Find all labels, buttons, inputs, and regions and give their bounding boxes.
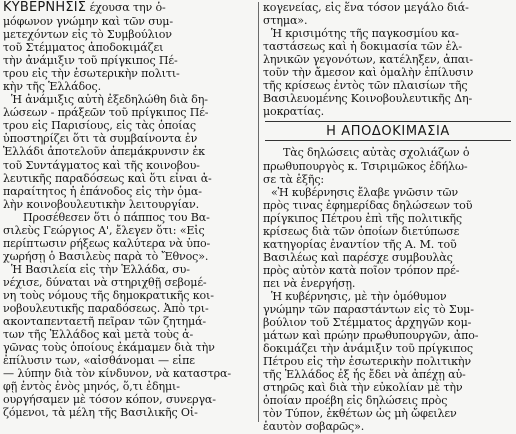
- article-line: σιλεὺς Γεώργιος Α', ἔλεγεν ὅτι: «Εἰς: [3, 223, 205, 237]
- article-line: πρωθυπουργὸς κ. Τσιριμῶκος ἐδήλω-: [263, 159, 468, 173]
- article-line: τῆς κρίσεως ἐντὸς τῶν πλαισίων τῆς: [263, 79, 468, 93]
- article-line: τὴν ἀνάμιξιν τοῦ πρίγκιπος Πέ-: [3, 54, 178, 68]
- article-line: τῆς Ἑλλάδος ἐξ ἧς ἔδει νὰ ἀπέχῃ αὐ-: [263, 368, 466, 382]
- lead-word: ΚΥΒΕΡΝΗΣΙΣ: [3, 1, 87, 15]
- right-column-top-text: [263, 1, 513, 118]
- article-line: ἐπίλυσιν των, «αἰσθάνομαι — εἶπε: [3, 354, 195, 368]
- article-line: κατηγορίας ἐναντίον τῆς Α. Μ. τοῦ: [263, 237, 457, 251]
- article-line: κρίσεως διὰ τῶν ὁποίων διετύπωσε: [263, 224, 460, 238]
- article-line: στημα».: [263, 14, 308, 28]
- article-line: λευτικῆς παραδόσεως καὶ ὅτι εἶναι ἀ-: [3, 171, 212, 185]
- article-line: ληνικῶν γεγονότων, κατέληξεν, ἀπαι-: [263, 53, 473, 67]
- article-line: — λύπην διὰ τὸν κίνδυνον, νὰ καταστρα-: [3, 367, 231, 381]
- article-line: ακονταπενταετῆ πεῖραν τῶν ζητημά-: [3, 315, 207, 329]
- article-line: ουργήσαμεν μὲ τόσον κόπον, συνεργα-: [3, 393, 216, 407]
- article-line: κογενείας, εἰς ἕνα τόσον μεγάλο διά-: [263, 1, 469, 14]
- article-line: μετεχόντων εἰς τὸ Συμβούλιον: [3, 28, 172, 42]
- article-line: δοκιμάζει τὴν ἀνάμιξιν τοῦ πρίγκιπος: [263, 342, 473, 356]
- article-line: παραίτητος ἡ ἐπάνοδος εἰς τὴν ὁμα-: [3, 184, 202, 198]
- article-line: τοῦ Συντάγματος καὶ τῆς κοινοβου-: [3, 158, 200, 172]
- article-line: Πέτρου εἰς τὴν ἐσωτερικὴν πολιτικὴν: [263, 355, 472, 369]
- article-line: πρὸς αὐτὸν κατὰ ποῖον τρόπον πρέ-: [263, 263, 460, 277]
- article-line: τὸν Τύπον, ἐκθέτων ὡς μὴ ὤφειλεν: [263, 407, 457, 421]
- article-line: ἑαυτὸν σοβαρῶς».: [263, 420, 365, 434]
- article-line: σε τὰ ἑξῆς:: [263, 172, 325, 186]
- article-line: φῇ ἐντὸς ἑνὸς μηνός, ὅ,τι ἐδημι-: [3, 380, 180, 394]
- article-line: νέχισε, δύναται νὰ στηριχθῇ σεβομέ-: [3, 275, 207, 289]
- article-line: Ἡ Βασιλεία εἰς τὴν Ἑλλάδα, συ-: [11, 262, 190, 276]
- article-line: τρου εἰς τὴν ἐσωτερικὴν πολιτι-: [3, 67, 180, 81]
- article-line: τοῦν τὴν ἄμεσον καὶ ὁμαλὴν ἐπίλυσιν: [263, 66, 474, 80]
- article-line: Ἡ κυβέρνησις, μὲ τὴν ὁμόθυμον: [271, 289, 447, 303]
- section-headline: Η ΑΠΟΔΟΚΙΜΑΣΙΑ: [265, 121, 511, 141]
- article-line: μόφωνον γνώμην καὶ τῶν συμ-: [3, 15, 173, 28]
- left-column: [3, 1, 255, 419]
- article-line: γῶνας τοὺς ὁποίους ἐκάμαμεν διὰ τὴν: [3, 341, 215, 355]
- article-line: Βασιλευομένης Κοινοβουλευτικῆς Δη-: [263, 92, 473, 106]
- column-divider: [258, 2, 259, 422]
- article-line: Ἡ κρισιμότης τῆς παγκοσμίου κα-: [271, 27, 459, 41]
- article-line: Ἡ ἀνάμιξις αὐτὴ ἐξεδηλώθη διὰ δη-: [11, 93, 208, 107]
- article-line: βούλιον τοῦ Στέμματος ἀρχηγῶν κομ-: [263, 316, 472, 330]
- article-line: κὴν τῆς Ἑλλάδος.: [3, 80, 101, 94]
- article-line: νοβουλευτικῆς παραδόσεως. Ἀπὸ τρι-: [3, 302, 209, 316]
- article-line: Ἑλλάδι ἀποτελοῦν ἀπεμάκρυνσιν ἐκ: [3, 145, 205, 159]
- article-line: περίπτωσιν ρήξεως καλύτερα νὰ ὑπο-: [3, 236, 211, 250]
- article-line: ὑποστηρίζει ὅτι τὰ συμβαίνοντα ἐν: [3, 132, 198, 146]
- right-column-bottom-text: [263, 146, 513, 433]
- article-line: χωρήσῃ ὁ Βασιλεὺς παρὰ τὸ Ἔθνος».: [3, 249, 209, 263]
- article-line: ΚΥΒΕΡΝΗΣΙΣ έχουσα την ὁ-: [3, 1, 166, 15]
- article-line: ὁποίαν προέβη εἰς δηλώσεις πρὸς: [263, 394, 448, 408]
- article-line: «Ἡ κυβέρνησις ἔλαβε γνῶσιν τῶν: [271, 185, 458, 199]
- article-line: στηρῶς καὶ διὰ τὴν εὐκολίαν μὲ τὴν: [263, 381, 463, 395]
- article-line: τοῦ Στέμματος ἀποδοκιμάζει: [3, 41, 164, 55]
- article-line: λώσεων - πράξεῶν τοῦ πρίγκιπος Πέ-: [3, 106, 209, 120]
- article-line: ζόμενοι, τὰ μέλη τῆς Βασιλικῆς Οἰ-: [3, 406, 198, 420]
- article-line: Τὰς δηλώσεις αὐτὰς σχολιάζων ὁ: [283, 146, 470, 160]
- article-line: μάτων καὶ πρώην πρωθυπουργῶν, ἀπο-: [263, 329, 479, 343]
- article-line: τρου εἰς Παρισίους, εἰς τὰς ὁποίας: [3, 119, 196, 133]
- article-line: γνώμην τῶν παραστάντων εἰς τὸ Συμ-: [263, 303, 474, 317]
- right-column: [263, 1, 513, 434]
- article-line: ταστάσεως καὶ ἡ δοκιμασία τῶν ἑλ-: [263, 40, 462, 54]
- article-line: νη τοὺς νόμους τῆς δημοκρατικῆς κοι-: [3, 288, 214, 302]
- article-line: μοκρατίας.: [263, 105, 325, 119]
- article-line: των τῆς Ἑλλάδος καὶ μετὰ τοὺς ἀ-: [3, 328, 194, 342]
- article-line: πρὸς τινας ἐφημερίδας δηλώσεων τοῦ: [263, 198, 473, 212]
- article-line: Προσέθεσεν ὅτι ὁ πάππος του Βα-: [23, 210, 210, 224]
- article-line: λὴν κοινοβουλευτικὴν λειτουργίαν.: [3, 197, 200, 211]
- article-line: πρίγκιπος Πέτρου ἐπὶ τῆς πολιτικῆς: [263, 211, 462, 225]
- article-line: πει νὰ ἐνεργήσῃ.: [263, 276, 356, 290]
- article-line: Βασιλέως καὶ παρέσχε συμβουλὰς: [263, 250, 453, 264]
